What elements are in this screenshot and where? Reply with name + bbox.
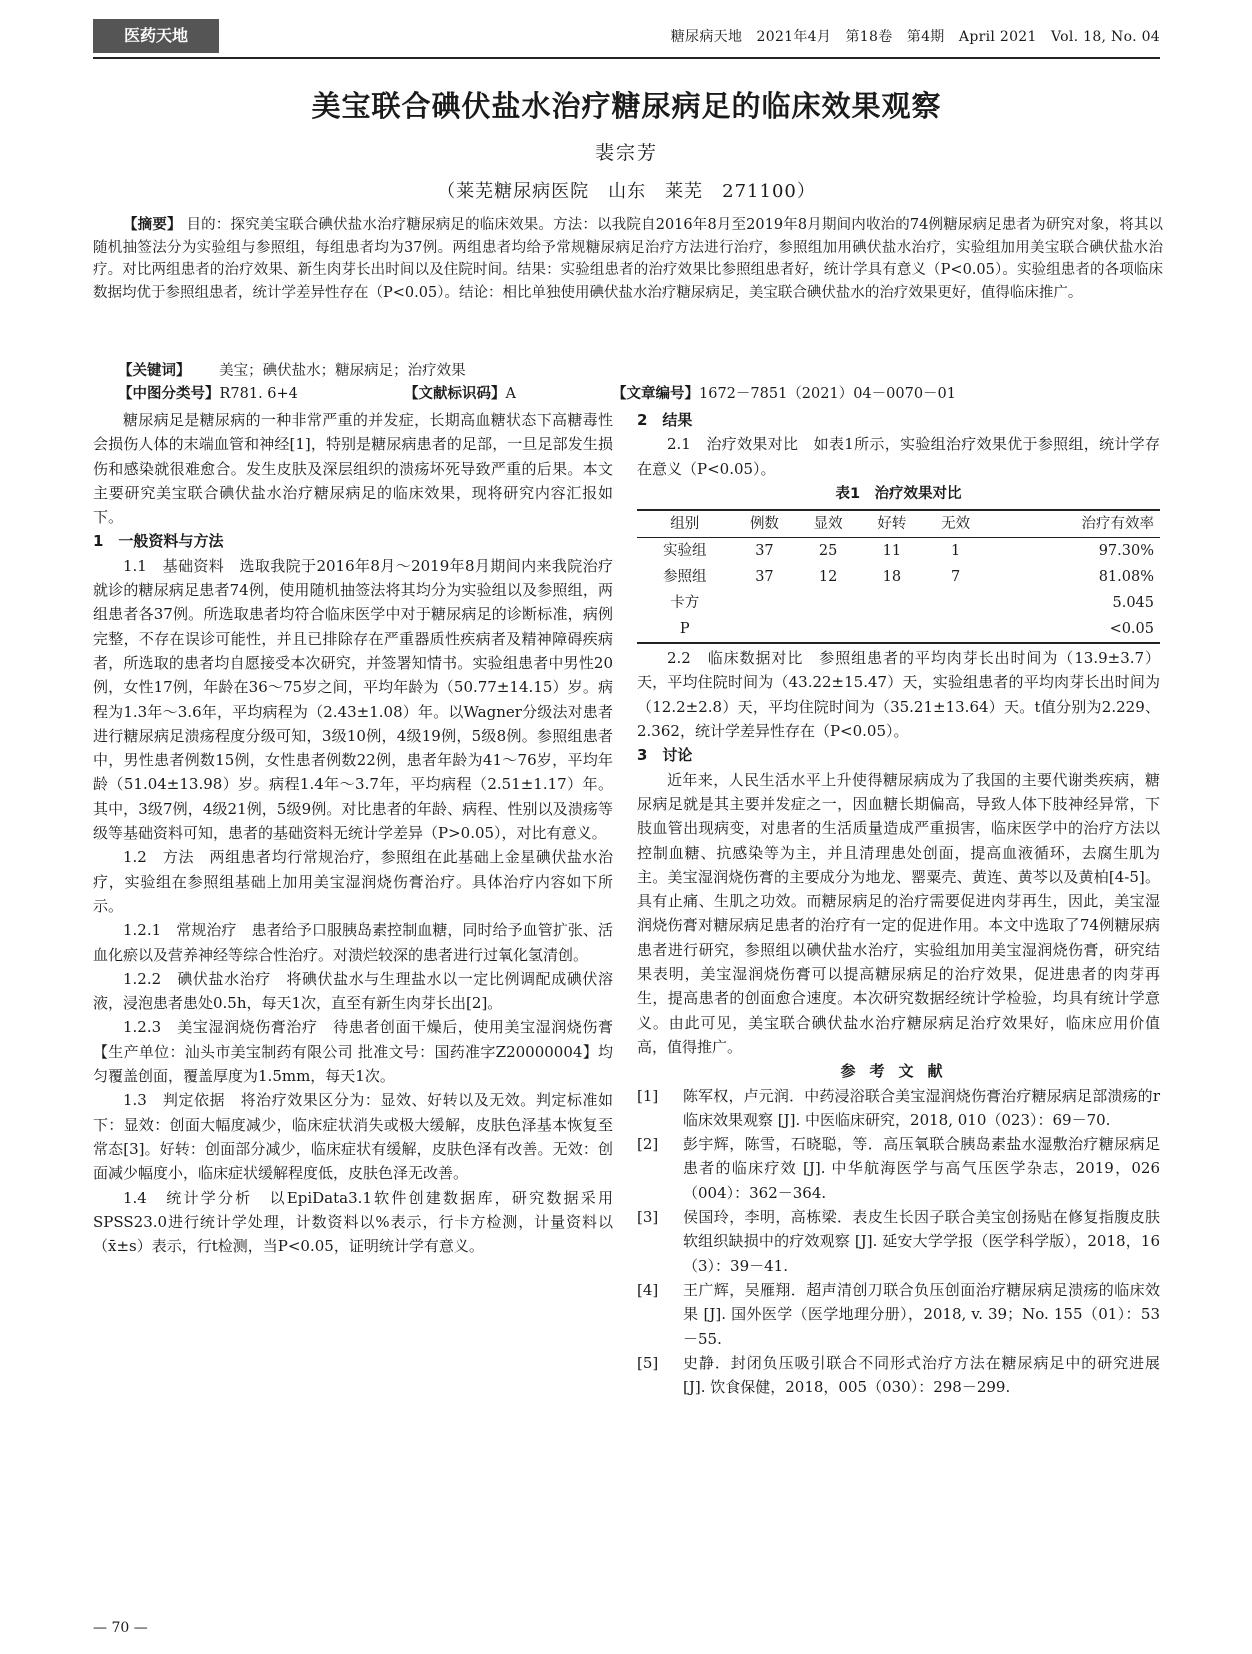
table-header: 显效	[813, 516, 843, 533]
reference-item	[637, 1351, 1160, 1400]
section-1-2-2: 1.2.2 碘伏盐水治疗 将碘伏盐水与生理盐水以一定比例调配成碘伏溶液，浸泡患者患处0.5h，每天1次，直至有新生肉芽长出[2]。	[93, 969, 613, 1013]
table-header: 组别	[670, 516, 700, 533]
table-cell: 7	[950, 569, 961, 586]
table-cell: 实验组	[663, 543, 707, 560]
page-number: — 70 —	[93, 1620, 148, 1636]
results-table	[637, 509, 1160, 644]
reference-item	[637, 1205, 1160, 1278]
reference-number: [3]	[637, 1208, 659, 1227]
reference-item	[637, 1084, 1160, 1133]
author: 裴宗芳	[594, 142, 658, 164]
article-label: 【文章编号】	[612, 386, 699, 402]
left-column	[93, 408, 613, 1258]
table-cell	[796, 616, 860, 643]
header-rule	[93, 57, 1160, 59]
reference-number: [5]	[637, 1353, 659, 1372]
table-row	[637, 564, 1160, 590]
reference-text: 彭宇辉，陈雪，石晓聪，等．高压氧联合胰岛素盐水湿敷治疗糖尿病足患者的临床疗效 [J]. 中华航海医学与高气压医学杂志，2019，026（004）：362－364.	[683, 1135, 1160, 1202]
clc-value: R781. 6+4	[219, 386, 298, 402]
table-cell: 97.30%	[1098, 543, 1154, 560]
table-cell: 1	[950, 543, 961, 560]
table-cell: 12	[818, 569, 838, 586]
section-3-text: 近年来，人民生活水平上升使得糖尿病成为了我国的主要代谢类疾病，糖尿病足就是其主要并发症之一，因血糖长期偏高，导致人体下肢神经异常，下肢血管出现病变，对患者的生活质量造成严重损害，临床医学中的治疗方法以控制血糖、抗感染等为主，并且清理患处创面，提高血液循环，去腐生肌为主。美宝湿润烧伤膏的主要成分为地龙、罂粟壳、黄连、黄芩以及黄柏[4-5]。具有止痛、生肌之功效。而糖尿病足的治疗需要促进肉芽再生，因此，美宝湿润烧伤膏对糖尿病足患者的治疗有一定的促进作用。本文中选取了74例糖尿病患者进行研究，参照组以碘伏盐水治疗，实验组加用美宝湿润烧伤膏，研究结果表明，美宝湿润烧伤膏可以提高糖尿病足的治疗效果，促进患者的肉芽再生，提高患者的创面愈合速度。本次研究数据经统计学检验，均具有统计学意义。由此可见，美宝联合碘伏盐水治疗糖尿病足治疗效果好，临床应用价值高，值得推广。	[637, 770, 1160, 1056]
table-cell: <0.05	[1109, 621, 1154, 638]
table-cell	[924, 616, 988, 643]
article-value: 1672－7851（2021）04－0070－01	[699, 386, 957, 402]
table-row	[637, 616, 1160, 643]
affiliation: （莱芜糖尿病医院 山东 莱芜 271100）	[437, 181, 816, 202]
right-column	[637, 408, 1160, 1399]
table-cell	[860, 616, 924, 643]
journal-header: 糖尿病天地 2021年4月 第18卷 第4期 April 2021 Vol. 18, No. 04	[670, 29, 1160, 45]
reference-item	[637, 1278, 1160, 1351]
table-header: 好转	[877, 516, 907, 533]
reference-number: [2]	[637, 1135, 659, 1154]
table-header: 治疗有效率	[1081, 516, 1154, 533]
keywords-text: 美宝；碘伏盐水；糖尿病足；治疗效果	[219, 363, 466, 379]
section-2-heading: 2 结果	[637, 411, 693, 429]
section-1-3: 1.3 判定依据 将治疗效果区分为：显效、好转以及无效。判定标准如下：显效：创面大幅度减少，临床症状消失或极大缓解，皮肤色泽基本恢复至常态[3]。好转：创面部分减少，临床症状有缓解，皮肤色泽有改善。无效：创面减少幅度小，临床症状缓解程度低，皮肤色泽无改善。	[93, 1091, 613, 1183]
section-1-4: 1.4 统计学分析 以EpiData3.1软件创建数据库，研究数据采用SPSS23.0进行统计学处理，计数资料以%表示，行卡方检测，计量资料以（x̄±s）表示，行t检测，当P<0.05，证明统计学有意义。	[93, 1188, 613, 1256]
table-cell	[733, 590, 797, 616]
table-caption: 表1 治疗效果对比	[835, 485, 962, 502]
reference-number: [4]	[637, 1280, 659, 1299]
table-cell: 18	[882, 569, 902, 586]
table-cell: 25	[818, 543, 838, 560]
section-tag: 医药天地	[93, 19, 219, 53]
doc-code	[404, 382, 516, 403]
doc-label: 【文献标识码】	[404, 386, 506, 402]
table-cell: 37	[755, 543, 774, 560]
table-cell	[796, 590, 860, 616]
reference-item	[637, 1132, 1160, 1205]
section-3-heading: 3 讨论	[637, 746, 693, 765]
table-header-row	[637, 510, 1160, 538]
article-title: 美宝联合碘伏盐水治疗糖尿病足的临床效果观察	[311, 89, 942, 123]
doc-value: A	[505, 386, 516, 402]
abstract-label: 【摘要】	[123, 217, 182, 233]
reference-text: 史静．封闭负压吸引联合不同形式治疗方法在糖尿病足中的研究进展 [J]. 饮食保健，2018，005（030）：298－299.	[683, 1353, 1160, 1397]
table-cell: 11	[882, 543, 902, 560]
section-1-2: 1.2 方法 两组患者均行常规治疗，参照组在此基础上金星碘伏盐水治疗，实验组在参照组基础上加用美宝湿润烧伤膏治疗。具体治疗内容如下所示。	[93, 848, 613, 915]
table-row	[637, 538, 1160, 565]
table-cell	[733, 616, 797, 643]
table-header: 无效	[941, 516, 971, 533]
table-cell: P	[679, 621, 690, 638]
article-number	[612, 382, 956, 403]
table-cell	[924, 590, 988, 616]
references-list	[637, 1084, 1160, 1400]
abstract-text: 目的：探究美宝联合碘伏盐水治疗糖尿病足的临床效果。方法：以我院自2016年8月至2019年8月期间内收治的74例糖尿病足患者为研究对象，将其以随机抽签法分为实验组与参照组，每组患者均为37例。两组患者均给予常规糖尿病足治疗方法进行治疗，参照组加用碘伏盐水治疗，实验组加用美宝联合碘伏盐水治疗。对比两组患者的治疗效果、新生肉芽长出时间以及住院时间。结果：实验组患者的治疗效果比参照组患者好，统计学具有意义（P<0.05）。实验组患者的各项临床数据均优于参照组患者，统计学差异性存在（P<0.05）。结论：相比单独使用碘伏盐水治疗糖尿病足，美宝联合碘伏盐水的治疗效果更好，值得临床推广。	[93, 217, 1164, 301]
table-cell: 参照组	[663, 569, 707, 586]
section-1-1: 1.1 基础资料 选取我院于2016年8月～2019年8月期间内来我院治疗就诊的糖尿病足患者74例，使用随机抽签法将其均分为实验组以及参照组，两组患者各37例。所选取患者均符合临床医学中对于糖尿病足的诊断标准，病例完整，不存在误诊可能性，并且已排除存在严重器质性疾病者及精神障碍疾病者，所选取的患者均自愿接受本次研究，并签署知情书。实验组患者中男性20例，女性17例，年龄在36～75岁之间，平均年龄为（50.77±14.15）岁。病程为1.3年～3.6年，平均病程为（2.43±1.08）年。以Wagner分级法对患者进行糖尿病足溃疡程度分级可知，3级10例，4级19例，5级8例。参照组患者中，男性患者例数15例，女性患者例数22例，患者年龄为41～76岁，平均年龄（51.04±13.98）岁。病程1.4年～3.7年，平均病程（2.51±1.17）年。其中，3级7例，4级21例，5级9例。对比患者的年龄、病程、性别以及溃疡等级等基础资料可知，患者的基础资料无统计学差异（P>0.05），对比有意义。	[93, 556, 613, 843]
section-1-2-3: 1.2.3 美宝湿润烧伤膏治疗 待患者创面干燥后，使用美宝湿润烧伤膏【生产单位：汕头市美宝制药有限公司 批准文号：国药准字Z20000004】均匀覆盖创面，覆盖厚度为1.5mm，每天1次。	[93, 1018, 613, 1086]
reference-text: 侯国玲，李明，高栋梁．表皮生长因子联合美宝创扬贴在修复指腹皮肤软组织缺损中的疗效观察 [J]. 延安大学学报（医学科学版），2018，16（3）：39－41.	[683, 1208, 1160, 1275]
abstract	[93, 214, 1163, 304]
intro-paragraph: 糖尿病足是糖尿病的一种非常严重的并发症，长期高血糖状态下高糖毒性会损伤人体的末端血管和神经[1]，特别是糖尿病患者的足部，一旦足部发生损伤和感染就很难愈合。发生皮肤及深层组织的溃疡坏死导致严重的后果。本文主要研究美宝联合碘伏盐水治疗糖尿病足的临床效果，现将研究内容汇报如下。	[93, 411, 613, 527]
reference-number: [1]	[637, 1086, 659, 1105]
table-row	[637, 590, 1160, 616]
references-heading: 参考文献	[840, 1062, 957, 1081]
clc-label: 【中图分类号】	[118, 386, 220, 402]
table-header: 例数	[749, 516, 779, 533]
section-1-2-1: 1.2.1 常规治疗 患者给予口服胰岛素控制血糖，同时给予血管扩张、活血化瘀以及营养神经等综合性治疗。对溃烂较深的患者进行过氧化氢清创。	[93, 921, 613, 964]
table-cell: 5.045	[1112, 595, 1154, 612]
keywords	[118, 359, 466, 380]
section-1-heading: 1 一般资料与方法	[93, 532, 224, 551]
table-cell	[860, 590, 924, 616]
reference-text: 陈军权，卢元润．中药浸浴联合美宝湿润烧伤膏治疗糖尿病足部溃疡的r临床效果观察 [J]. 中医临床研究，2018, 010（023）：69－70.	[683, 1086, 1160, 1129]
section-2-1: 2.1 治疗效果对比 如表1所示，实验组治疗效果优于参照组，统计学存在意义（P<0.05）。	[637, 435, 1160, 478]
keywords-label: 【关键词】	[118, 363, 191, 379]
reference-text: 王广辉，吴雁翔．超声清创刀联合负压创面治疗糖尿病足溃疡的临床效果 [J]. 国外医学（医学地理分册），2018, v. 39；No. 155（01）：53－55.	[683, 1280, 1160, 1348]
table-cell: 37	[755, 569, 774, 586]
table-cell: 卡方	[670, 595, 700, 612]
section-2-2: 2.2 临床数据对比 参照组患者的平均肉芽长出时间为（13.9±3.7）天，平均住院时间为（43.22±15.47）天，实验组患者的平均肉芽长出时间为（12.2±2.8）天，平均住院时间为（35.21±13.64）天。t值分别为2.229、2.362，统计学差异性存在（P<0.05）。	[637, 649, 1160, 741]
table-cell: 81.08%	[1098, 569, 1154, 586]
clc-number	[118, 382, 298, 403]
